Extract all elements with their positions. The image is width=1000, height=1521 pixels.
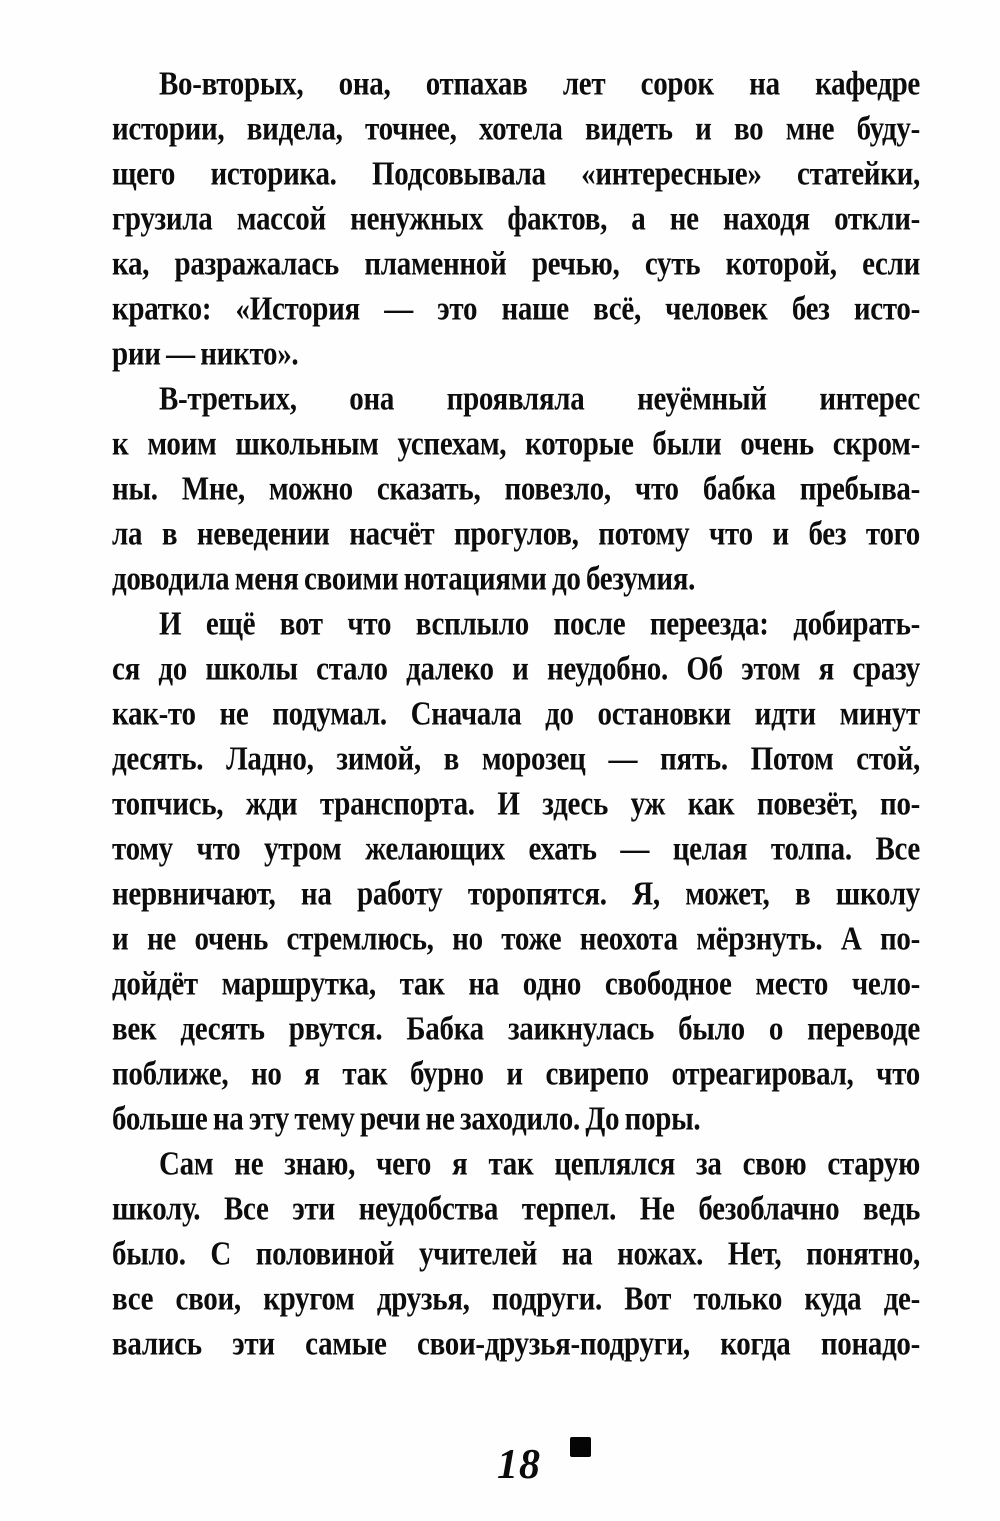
text-line: ся до школы стало далеко и неудобно. Об этом я сразу bbox=[112, 650, 920, 688]
text-line: поближе, но я так бурно и свирепо отреагировал, что bbox=[112, 1055, 920, 1093]
text-line: грузила массой ненужных фактов, а не находя откли- bbox=[112, 200, 920, 238]
text-line: к моим школьным успехам, которые были очень скром- bbox=[112, 425, 920, 463]
page-number: 18 bbox=[497, 1442, 541, 1488]
black-square-mark-icon bbox=[570, 1437, 591, 1457]
text-line: десять. Ладно, зимой, в морозец — пять. Потом стой, bbox=[112, 740, 920, 778]
text-line: школу. Все эти неудобства терпел. Не безоблачно ведь bbox=[112, 1190, 920, 1228]
text-line: топчись, жди транспорта. И здесь уж как повезёт, по- bbox=[112, 785, 920, 823]
text-line: как-то не подумал. Сначала до остановки идти минут bbox=[112, 695, 920, 733]
text-line: Сам не знаю, чего я так цеплялся за свою старую bbox=[159, 1145, 920, 1183]
text-line: все свои, кругом друзья, подруги. Вот только куда де- bbox=[112, 1280, 920, 1318]
text-line: доводила меня своими нотациями до безумия. bbox=[112, 560, 696, 598]
text-line: ла в неведении насчёт прогулов, потому что и без того bbox=[112, 515, 920, 553]
text-line: больше на эту тему речи не заходило. До поры. bbox=[112, 1100, 701, 1138]
text-line: век десять рвутся. Бабка заикнулась было о переводе bbox=[112, 1010, 920, 1048]
text-line: щего историка. Подсовывала «интересные» статейки, bbox=[112, 155, 920, 193]
text-line: дойдёт маршрутка, так на одно свободное место чело- bbox=[112, 965, 920, 1003]
page-text bbox=[112, 62, 920, 1367]
text-line: Во-вторых, она, отпахав лет сорок на кафедре bbox=[159, 65, 920, 103]
text-line: истории, видела, точнее, хотела видеть и во мне буду- bbox=[112, 110, 920, 148]
text-line: ны. Мне, можно сказать, повезло, что бабка пребыва- bbox=[112, 470, 920, 508]
text-line: ка, разражалась пламенной речью, суть которой, если bbox=[112, 245, 920, 283]
text-line: рии — никто». bbox=[112, 335, 299, 373]
text-line: В-третьих, она проявляла неуёмный интерес bbox=[159, 380, 920, 418]
text-line: вались эти самые свои-друзья-подруги, когда понадо- bbox=[112, 1325, 920, 1363]
text-line: И ещё вот что всплыло после переезда: добирать- bbox=[159, 605, 920, 643]
text-line: кратко: «История — это наше всё, человек без исто- bbox=[112, 290, 920, 328]
text-line: и не очень стремлюсь, но тоже неохота мёрзнуть. А по- bbox=[112, 920, 920, 958]
text-line: нервничают, на работу торопятся. Я, может, в школу bbox=[112, 875, 920, 913]
text-line: было. С половиной учителей на ножах. Нет, понятно, bbox=[112, 1235, 920, 1273]
text-line: тому что утром желающих ехать — целая толпа. Все bbox=[112, 830, 920, 868]
